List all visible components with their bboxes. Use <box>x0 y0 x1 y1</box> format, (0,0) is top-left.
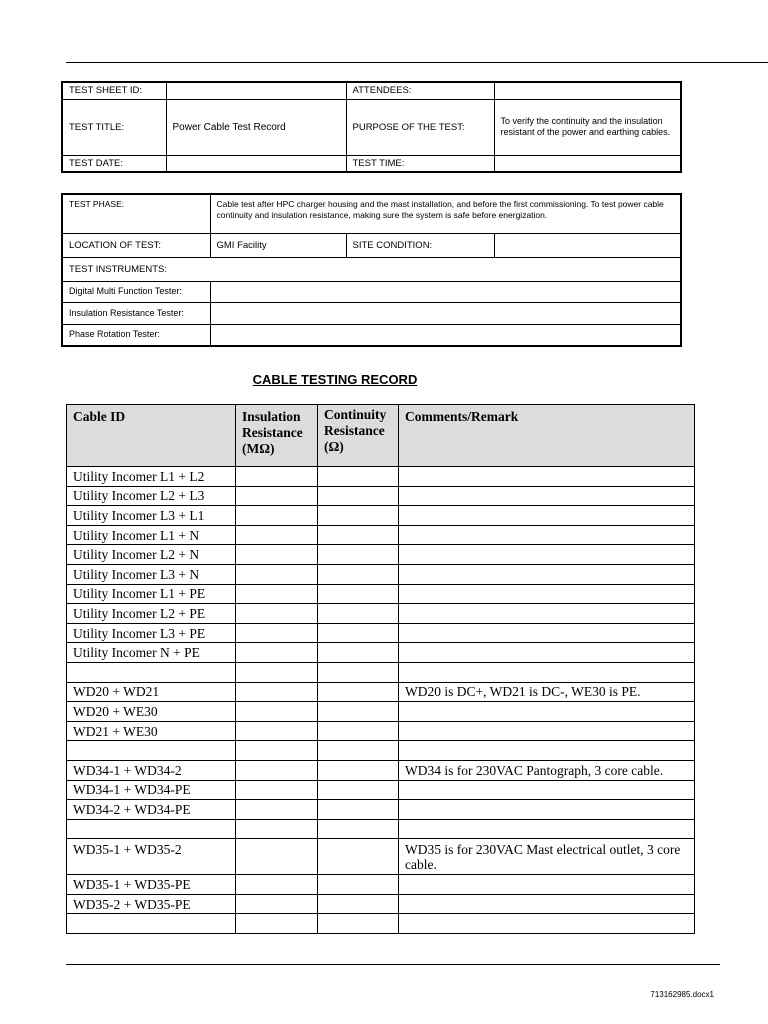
table-row <box>67 819 695 839</box>
table-header-row <box>67 405 695 467</box>
cable-id-cell: Utility Incomer L1 + PE <box>67 584 236 604</box>
attendees-value[interactable] <box>494 82 681 99</box>
comments-cell[interactable] <box>399 894 695 914</box>
continuity-cell[interactable] <box>318 914 399 934</box>
table-row <box>67 564 695 584</box>
continuity-cell[interactable] <box>318 839 399 875</box>
location-value[interactable]: GMI Facility <box>210 233 346 257</box>
cable-id-cell <box>67 662 236 682</box>
instrument-value[interactable] <box>210 324 681 346</box>
test-time-value[interactable] <box>494 155 681 172</box>
comments-cell[interactable] <box>399 584 695 604</box>
cable-id-cell: WD34-1 + WD34-PE <box>67 780 236 800</box>
insulation-cell[interactable] <box>236 486 318 506</box>
continuity-cell[interactable] <box>318 604 399 624</box>
continuity-cell[interactable] <box>318 780 399 800</box>
table-row <box>67 760 695 780</box>
header-rule <box>66 62 768 63</box>
cable-id-cell: WD21 + WE30 <box>67 721 236 741</box>
cable-id-cell: WD34-1 + WD34-2 <box>67 760 236 780</box>
table-row <box>67 875 695 895</box>
comments-cell[interactable] <box>399 525 695 545</box>
cable-id-cell: Utility Incomer L2 + L3 <box>67 486 236 506</box>
table-row <box>67 702 695 722</box>
comments-cell[interactable] <box>399 875 695 895</box>
header-insulation: Insulation Resistance (MΩ) <box>236 405 318 467</box>
comments-cell[interactable] <box>399 721 695 741</box>
cable-id-cell: Utility Incomer L1 + L2 <box>67 467 236 487</box>
continuity-cell[interactable] <box>318 894 399 914</box>
cable-id-cell <box>67 819 236 839</box>
insulation-cell[interactable] <box>236 914 318 934</box>
attendees-label: ATTENDEES: <box>346 82 494 99</box>
continuity-cell[interactable] <box>318 760 399 780</box>
comments-cell[interactable] <box>399 741 695 761</box>
cable-id-cell: Utility Incomer L3 + PE <box>67 623 236 643</box>
header-comments: Comments/Remark <box>399 405 695 467</box>
table-row <box>67 780 695 800</box>
instrument-label: Insulation Resistance Tester: <box>62 302 210 324</box>
cable-testing-table <box>66 404 695 934</box>
header-continuity: Continuity Resistance (Ω) <box>318 405 399 467</box>
table-row <box>67 486 695 506</box>
insulation-cell[interactable] <box>236 682 318 702</box>
continuity-cell[interactable] <box>318 662 399 682</box>
cable-id-cell: Utility Incomer L2 + PE <box>67 604 236 624</box>
instrument-value[interactable] <box>210 302 681 324</box>
insulation-cell[interactable] <box>236 780 318 800</box>
insulation-cell[interactable] <box>236 702 318 722</box>
test-date-value[interactable] <box>166 155 346 172</box>
comments-cell[interactable] <box>399 623 695 643</box>
instrument-value[interactable] <box>210 281 681 302</box>
cable-id-cell <box>67 741 236 761</box>
table-row <box>67 721 695 741</box>
site-condition-label: SITE CONDITION: <box>346 233 494 257</box>
test-instruments-label: TEST INSTRUMENTS: <box>62 257 681 281</box>
insulation-cell[interactable] <box>236 721 318 741</box>
cable-id-cell: WD20 + WE30 <box>67 702 236 722</box>
continuity-cell[interactable] <box>318 525 399 545</box>
table-row <box>67 623 695 643</box>
continuity-cell[interactable] <box>318 682 399 702</box>
continuity-cell[interactable] <box>318 875 399 895</box>
footer-rule <box>66 964 720 965</box>
continuity-cell[interactable] <box>318 506 399 526</box>
comments-cell[interactable] <box>399 467 695 487</box>
table-row <box>67 682 695 702</box>
continuity-cell[interactable] <box>318 486 399 506</box>
cable-id-cell <box>67 914 236 934</box>
cable-id-cell: WD35-1 + WD35-PE <box>67 875 236 895</box>
purpose-label: PURPOSE OF THE TEST: <box>346 99 494 155</box>
site-condition-value[interactable] <box>494 233 681 257</box>
test-title-value[interactable]: Power Cable Test Record <box>166 99 346 155</box>
instrument-label: Phase Rotation Tester: <box>62 324 210 346</box>
table-row <box>67 662 695 682</box>
table-row <box>67 643 695 663</box>
continuity-cell[interactable] <box>318 721 399 741</box>
insulation-cell[interactable] <box>236 584 318 604</box>
insulation-cell[interactable] <box>236 525 318 545</box>
table-row <box>67 894 695 914</box>
cable-id-cell: Utility Incomer N + PE <box>67 643 236 663</box>
continuity-cell[interactable] <box>318 545 399 565</box>
cable-id-cell: WD35-1 + WD35-2 <box>67 839 236 875</box>
test-title-label: TEST TITLE: <box>62 99 166 155</box>
comments-cell[interactable] <box>399 662 695 682</box>
comments-cell[interactable]: WD34 is for 230VAC Pantograph, 3 core cable. <box>399 760 695 780</box>
location-label: LOCATION OF TEST: <box>62 233 210 257</box>
test-time-label: TEST TIME: <box>346 155 494 172</box>
continuity-cell[interactable] <box>318 819 399 839</box>
test-phase-value[interactable]: Cable test after HPC charger housing and the mast installation, and before the first commissioning. To test power cable continuity and insulation resistance, making sure the system is safe before energization. <box>210 194 681 233</box>
continuity-cell[interactable] <box>318 584 399 604</box>
insulation-cell[interactable] <box>236 643 318 663</box>
insulation-cell[interactable] <box>236 839 318 875</box>
insulation-cell[interactable] <box>236 760 318 780</box>
table-row <box>67 525 695 545</box>
continuity-cell[interactable] <box>318 564 399 584</box>
insulation-cell[interactable] <box>236 800 318 820</box>
insulation-cell[interactable] <box>236 894 318 914</box>
continuity-cell[interactable] <box>318 800 399 820</box>
table-row <box>67 914 695 934</box>
cable-testing-record-title: CABLE TESTING RECORD <box>252 372 418 387</box>
test-phase-table <box>61 193 682 347</box>
insulation-cell[interactable] <box>236 545 318 565</box>
table-row <box>67 545 695 565</box>
comments-cell[interactable] <box>399 604 695 624</box>
table-row <box>67 839 695 875</box>
table-row <box>67 506 695 526</box>
table-row <box>67 800 695 820</box>
table-row <box>67 604 695 624</box>
continuity-cell[interactable] <box>318 623 399 643</box>
header-cable-id: Cable ID <box>67 405 236 467</box>
table-row <box>67 741 695 761</box>
insulation-cell[interactable] <box>236 564 318 584</box>
insulation-cell[interactable] <box>236 623 318 643</box>
comments-cell[interactable] <box>399 486 695 506</box>
comments-cell[interactable] <box>399 819 695 839</box>
continuity-cell[interactable] <box>318 702 399 722</box>
comments-cell[interactable] <box>399 545 695 565</box>
insulation-cell[interactable] <box>236 662 318 682</box>
comments-cell[interactable] <box>399 800 695 820</box>
insulation-cell[interactable] <box>236 506 318 526</box>
test-sheet-id-value[interactable] <box>166 82 346 99</box>
comments-cell[interactable]: WD20 is DC+, WD21 is DC-, WE30 is PE. <box>399 682 695 702</box>
test-phase-label: TEST PHASE: <box>62 194 210 233</box>
cable-id-cell: WD20 + WD21 <box>67 682 236 702</box>
comments-cell[interactable] <box>399 564 695 584</box>
comments-cell[interactable] <box>399 643 695 663</box>
comments-cell[interactable] <box>399 914 695 934</box>
insulation-cell[interactable] <box>236 741 318 761</box>
comments-cell[interactable]: WD35 is for 230VAC Mast electrical outlet, 3 core cable. <box>399 839 695 875</box>
insulation-cell[interactable] <box>236 875 318 895</box>
insulation-cell[interactable] <box>236 604 318 624</box>
purpose-value[interactable]: To verify the continuity and the insulation resistant of the power and earthing cables. <box>494 99 681 155</box>
cable-id-cell: Utility Incomer L1 + N <box>67 525 236 545</box>
cable-id-cell: WD34-2 + WD34-PE <box>67 800 236 820</box>
test-sheet-id-label: TEST SHEET ID: <box>62 82 166 99</box>
table-row <box>67 467 695 487</box>
cable-id-cell: Utility Incomer L3 + L1 <box>67 506 236 526</box>
insulation-cell[interactable] <box>236 819 318 839</box>
comments-cell[interactable] <box>399 506 695 526</box>
test-date-label: TEST DATE: <box>62 155 166 172</box>
instrument-label: Digital Multi Function Tester: <box>62 281 210 302</box>
test-info-table <box>61 81 682 173</box>
comments-cell[interactable] <box>399 780 695 800</box>
cable-id-cell: Utility Incomer L2 + N <box>67 545 236 565</box>
cable-id-cell: Utility Incomer L3 + N <box>67 564 236 584</box>
footer-filename: 713162985.docx1 <box>650 990 714 999</box>
insulation-cell[interactable] <box>236 467 318 487</box>
continuity-cell[interactable] <box>318 467 399 487</box>
table-row <box>67 584 695 604</box>
continuity-cell[interactable] <box>318 741 399 761</box>
cable-id-cell: WD35-2 + WD35-PE <box>67 894 236 914</box>
continuity-cell[interactable] <box>318 643 399 663</box>
comments-cell[interactable] <box>399 702 695 722</box>
